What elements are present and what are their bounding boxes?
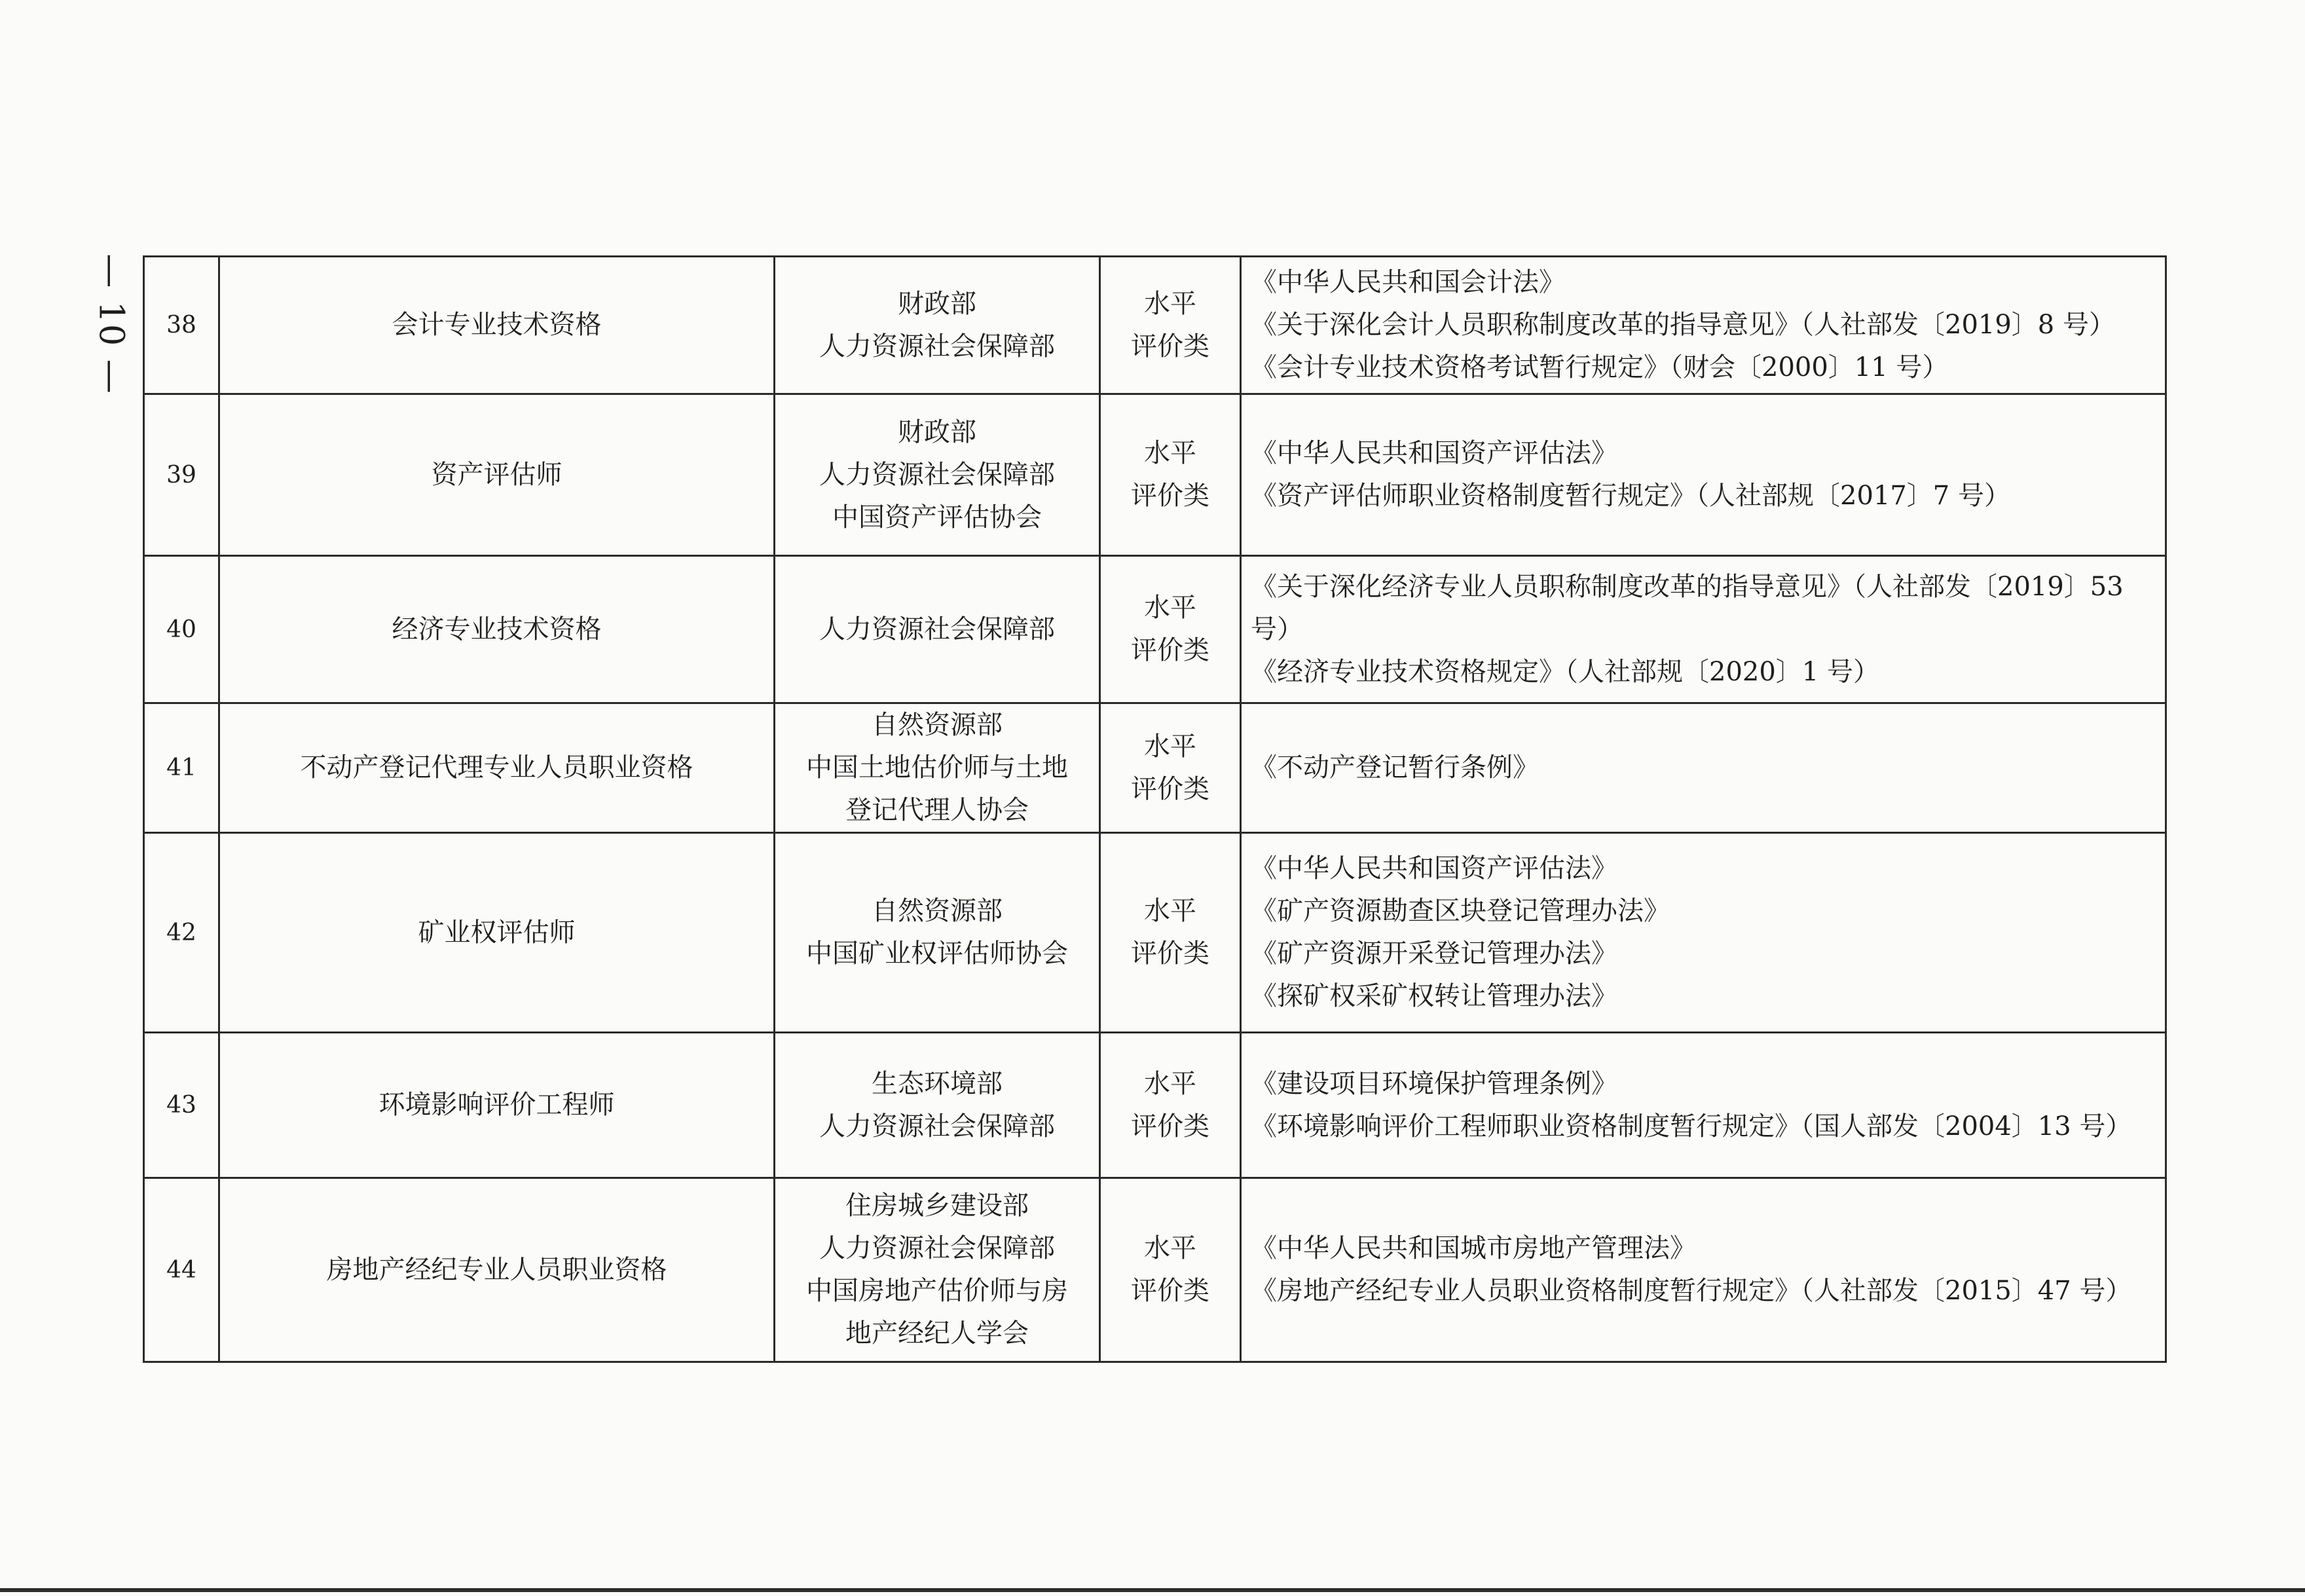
cell-departments-line: 人力资源社会保障部 xyxy=(819,614,1055,644)
cell-category xyxy=(1100,703,1241,833)
table-row xyxy=(144,1178,2166,1362)
cell-qualification-name: 经济专业技术资格 xyxy=(219,556,775,703)
cell-qualification-name: 会计专业技术资格 xyxy=(219,257,775,394)
cell-category xyxy=(1100,556,1241,703)
cell-departments-line: 中国资产评估协会 xyxy=(832,502,1042,532)
cell-departments-line: 人力资源社会保障部 xyxy=(819,459,1055,490)
cell-category-line: 评价类 xyxy=(1131,1111,1209,1141)
cell-departments xyxy=(775,703,1100,833)
cell-legal-basis-line: 《矿产资源勘查区块登记管理办法》 xyxy=(1251,896,1670,926)
cell-legal-basis xyxy=(1241,703,2166,833)
cell-qualification-name: 矿业权评估师 xyxy=(219,833,775,1033)
cell-number: 39 xyxy=(144,394,219,556)
cell-legal-basis-line: 《关于深化会计人员职称制度改革的指导意见》（人社部发〔2019〕8 号） xyxy=(1251,310,2115,340)
cell-departments-line: 财政部 xyxy=(898,288,976,319)
cell-legal-basis-line: 《中华人民共和国会计法》 xyxy=(1251,267,1565,297)
cell-number: 40 xyxy=(144,556,219,703)
cell-legal-basis-line: 《房地产经纪专业人员职业资格制度暂行规定》（人社部发〔2015〕47 号） xyxy=(1251,1276,2132,1306)
cell-legal-basis-line: 《中华人民共和国城市房地产管理法》 xyxy=(1251,1233,1696,1263)
cell-legal-basis-line: 《中华人民共和国资产评估法》 xyxy=(1251,853,1617,883)
cell-legal-basis-line: 《环境影响评价工程师职业资格制度暂行规定》（国人部发〔2004〕13 号） xyxy=(1251,1111,2132,1141)
cell-category-line: 水平 xyxy=(1144,438,1196,468)
cell-qualification-name: 房地产经纪专业人员职业资格 xyxy=(219,1178,775,1362)
cell-category-line: 评价类 xyxy=(1131,773,1209,804)
table-row xyxy=(144,556,2166,703)
cell-departments-line: 财政部 xyxy=(898,417,976,447)
cell-departments xyxy=(775,257,1100,394)
cell-departments-line: 住房城乡建设部 xyxy=(845,1191,1029,1221)
cell-number: 38 xyxy=(144,257,219,394)
cell-departments-line: 中国矿业权评估师协会 xyxy=(806,938,1068,969)
cell-legal-basis xyxy=(1241,556,2166,703)
cell-departments-line: 自然资源部 xyxy=(872,896,1003,926)
table-row xyxy=(144,703,2166,833)
cell-departments-line: 生态环境部 xyxy=(872,1068,1003,1099)
cell-category xyxy=(1100,394,1241,556)
cell-category-line: 水平 xyxy=(1144,896,1196,926)
cell-qualification-name: 环境影响评价工程师 xyxy=(219,1033,775,1178)
cell-category-line: 评价类 xyxy=(1131,938,1209,969)
cell-legal-basis xyxy=(1241,1033,2166,1178)
table-row xyxy=(144,257,2166,394)
cell-departments xyxy=(775,1178,1100,1362)
cell-legal-basis-line: 《经济专业技术资格规定》（人社部规〔2020〕1 号） xyxy=(1251,656,1879,687)
cell-category xyxy=(1100,1033,1241,1178)
cell-departments-line: 自然资源部 xyxy=(872,710,1003,740)
table-row xyxy=(144,394,2166,556)
cell-category-line: 评价类 xyxy=(1131,1276,1209,1306)
cell-category-line: 评价类 xyxy=(1131,331,1209,362)
cell-legal-basis xyxy=(1241,394,2166,556)
cell-qualification-name: 资产评估师 xyxy=(219,394,775,556)
cell-legal-basis-line: 《会计专业技术资格考试暂行规定》（财会〔2000〕11 号） xyxy=(1251,352,1949,382)
qualification-table xyxy=(143,255,2167,1363)
cell-departments-line: 人力资源社会保障部 xyxy=(819,331,1055,362)
cell-number: 41 xyxy=(144,703,219,833)
cell-category-line: 水平 xyxy=(1144,288,1196,319)
cell-departments-line: 中国土地估价师与土地 xyxy=(806,752,1068,783)
cell-legal-basis-line: 《关于深化经济专业人员职称制度改革的指导意见》（人社部发〔2019〕53 号） xyxy=(1251,571,2124,644)
cell-category-line: 评价类 xyxy=(1131,481,1209,511)
cell-qualification-name: 不动产登记代理专业人员职业资格 xyxy=(219,703,775,833)
cell-legal-basis-line: 《探矿权采矿权转让管理办法》 xyxy=(1251,981,1617,1011)
cell-departments-line: 人力资源社会保障部 xyxy=(819,1111,1055,1141)
cell-departments-line: 中国房地产估价师与房 xyxy=(806,1276,1068,1306)
cell-legal-basis-line: 《矿产资源开采登记管理办法》 xyxy=(1251,938,1617,969)
cell-category-line: 水平 xyxy=(1144,731,1196,762)
cell-legal-basis-line: 《资产评估师职业资格制度暂行规定》（人社部规〔2017〕7 号） xyxy=(1251,481,2010,511)
cell-legal-basis xyxy=(1241,257,2166,394)
cell-number: 44 xyxy=(144,1178,219,1362)
table-row xyxy=(144,1033,2166,1178)
cell-legal-basis-line: 《中华人民共和国资产评估法》 xyxy=(1251,438,1617,468)
cell-departments xyxy=(775,394,1100,556)
cell-category xyxy=(1100,257,1241,394)
cell-category xyxy=(1100,833,1241,1033)
cell-departments-line: 地产经纪人学会 xyxy=(845,1318,1029,1348)
cell-category-line: 水平 xyxy=(1144,593,1196,623)
cell-departments-line: 登记代理人协会 xyxy=(845,795,1029,825)
cell-departments xyxy=(775,556,1100,703)
page-number xyxy=(72,252,151,396)
cell-category-line: 评价类 xyxy=(1131,635,1209,665)
qualification-table-body xyxy=(144,257,2166,1362)
cell-legal-basis xyxy=(1241,833,2166,1033)
cell-category-line: 水平 xyxy=(1144,1233,1196,1263)
cell-category xyxy=(1100,1178,1241,1362)
cell-number: 42 xyxy=(144,833,219,1033)
table-row xyxy=(144,833,2166,1033)
cell-legal-basis-line: 《不动产登记暂行条例》 xyxy=(1251,752,1539,783)
cell-departments xyxy=(775,833,1100,1033)
bottom-scan-edge xyxy=(0,1588,2305,1592)
cell-legal-basis-line: 《建设项目环境保护管理条例》 xyxy=(1251,1068,1617,1099)
page-number-text: — 10 — xyxy=(92,253,132,395)
cell-departments xyxy=(775,1033,1100,1178)
cell-number: 43 xyxy=(144,1033,219,1178)
cell-legal-basis xyxy=(1241,1178,2166,1362)
cell-departments-line: 人力资源社会保障部 xyxy=(819,1233,1055,1263)
cell-category-line: 水平 xyxy=(1144,1068,1196,1099)
